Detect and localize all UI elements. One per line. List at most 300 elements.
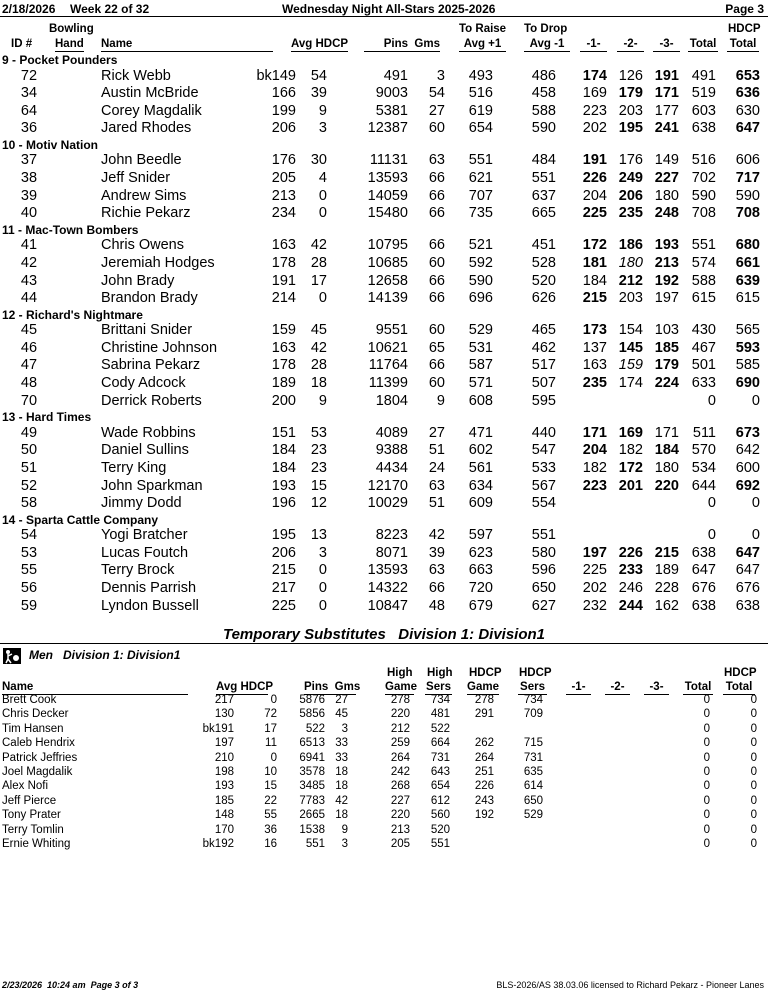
- player-g3: 103: [654, 322, 679, 339]
- player-hdcp: 3: [318, 544, 327, 561]
- player-hdcp: 4: [318, 170, 327, 186]
- player-total: 491: [691, 67, 716, 84]
- sub-hhs: 734: [523, 694, 543, 706]
- player-total: 676: [691, 580, 716, 596]
- player-ht: 0: [751, 495, 760, 512]
- player-name: Chris Owens: [101, 237, 184, 254]
- sub-hs: 731: [430, 751, 450, 764]
- player-raise: 679: [468, 597, 493, 614]
- sub-row: [0, 766, 768, 780]
- player-gms: 42: [428, 527, 445, 544]
- team-name: 12 - Richard's Nightmare: [2, 307, 143, 322]
- player-total: 511: [692, 424, 716, 441]
- player-row: [0, 237, 768, 255]
- player-pins: 10685: [367, 254, 408, 271]
- team-name: 9 - Pocket Pounders: [2, 53, 118, 67]
- col-name: Name: [101, 37, 273, 52]
- player-total: 0: [707, 527, 716, 544]
- sub-hhs: 614: [523, 780, 543, 793]
- player-avg: 191: [271, 272, 296, 289]
- player-raise: 621: [468, 170, 493, 186]
- player-total: 551: [691, 237, 716, 254]
- player-name: Jeremiah Hodges: [101, 254, 215, 271]
- sub-row: [0, 838, 768, 852]
- player-pins: 14322: [367, 580, 408, 596]
- player-g3: 171: [654, 85, 679, 102]
- player-ht: 708: [735, 205, 760, 222]
- player-g3: 171: [654, 424, 679, 441]
- report-week: Week 22 of 32: [70, 2, 150, 16]
- player-raise: 561: [468, 459, 493, 476]
- player-drop: 596: [531, 562, 556, 579]
- player-ht: 565: [735, 322, 760, 339]
- player-row: [0, 170, 768, 188]
- player-drop: 588: [531, 102, 556, 119]
- player-raise: 571: [468, 375, 493, 391]
- sub-name: Tony Prater: [2, 809, 61, 822]
- player-pins: 8223: [375, 527, 408, 544]
- player-pins: 9388: [375, 442, 408, 459]
- player-total: 0: [707, 392, 716, 409]
- player-drop: 440: [531, 424, 556, 441]
- sub-hg: 278: [390, 694, 410, 706]
- player-drop: 462: [531, 339, 556, 356]
- report-title: Wednesday Night All-Stars 2025-2026: [282, 2, 496, 16]
- sub-row: [0, 780, 768, 794]
- sub-hhs: 650: [523, 794, 543, 807]
- sub-hhg: 278: [474, 694, 494, 706]
- sub-gms: 42: [335, 794, 348, 807]
- sub-hs: 664: [430, 737, 450, 750]
- player-name: John Brady: [101, 272, 175, 289]
- sub-hs: 734: [430, 694, 450, 706]
- player-row: [0, 375, 768, 393]
- player-total: 0: [707, 495, 716, 512]
- player-pins: 4089: [375, 424, 408, 441]
- player-hdcp: 12: [310, 495, 327, 512]
- player-row: [0, 290, 768, 308]
- sub-hs: 522: [430, 722, 450, 735]
- player-name: Jeff Snider: [101, 170, 171, 186]
- sub-hdcp: 55: [264, 809, 277, 822]
- sub-gms: 18: [335, 780, 348, 793]
- sub-hs: 520: [430, 823, 450, 836]
- player-total: 603: [691, 102, 716, 119]
- player-name: Brittani Snider: [101, 322, 193, 339]
- player-drop: 637: [531, 187, 556, 204]
- player-ht: 661: [735, 254, 760, 271]
- player-ht: 647: [735, 544, 760, 561]
- player-drop: 547: [531, 442, 556, 459]
- player-ht: 647: [735, 120, 760, 137]
- player-name: Jared Rhodes: [101, 120, 192, 137]
- subs-col-game1: -1-: [566, 680, 591, 695]
- sub-avg: 193: [214, 780, 234, 793]
- subs-col-high-sers: Sers: [426, 681, 451, 693]
- player-id: 42: [20, 254, 38, 271]
- player-ht: 690: [735, 375, 760, 391]
- player-ht: 639: [735, 272, 760, 289]
- player-hdcp: 9: [318, 102, 327, 119]
- player-total: 615: [691, 290, 716, 307]
- sub-avg: 197: [214, 737, 234, 750]
- player-name: Sabrina Pekarz: [101, 357, 201, 374]
- sub-total: 0: [703, 780, 710, 793]
- player-g3: 227: [654, 170, 679, 186]
- player-avg: 215: [271, 562, 296, 579]
- footer-right: BLS-2026/AS 38.03.06 licensed to Richard Pekarz - Pioneer Lanes: [496, 980, 764, 990]
- sub-gms: 45: [335, 708, 348, 721]
- player-avg: 184: [271, 442, 296, 459]
- player-pins: 1804: [375, 392, 408, 409]
- player-g3: 193: [654, 237, 679, 254]
- player-id: 44: [20, 290, 38, 307]
- sub-hg: 268: [390, 780, 410, 793]
- player-avg: 205: [271, 170, 296, 186]
- sub-gms: 27: [335, 694, 348, 706]
- header-divider: [0, 16, 768, 17]
- sub-gms: 9: [341, 823, 348, 836]
- player-id: 40: [20, 205, 38, 222]
- team-name: 13 - Hard Times: [2, 410, 92, 425]
- sub-hg: 212: [390, 722, 410, 735]
- player-g2: 195: [618, 120, 643, 137]
- player-total: 633: [691, 375, 716, 391]
- player-id: 34: [20, 85, 38, 102]
- sub-ht: 0: [750, 751, 757, 764]
- player-pins: 14139: [367, 290, 408, 307]
- sub-hhg: 226: [474, 780, 494, 793]
- player-row: [0, 562, 768, 580]
- player-hdcp: 23: [310, 442, 327, 459]
- sub-hhg: 264: [474, 751, 494, 764]
- sub-pins: 551: [305, 838, 325, 850]
- player-row: [0, 460, 768, 478]
- player-hdcp: 0: [318, 187, 327, 204]
- player-id: 50: [20, 442, 38, 459]
- sub-hdcp: 36: [264, 823, 277, 836]
- sub-hhg: 243: [474, 794, 494, 807]
- subs-col-game2: -2-: [605, 680, 630, 695]
- player-avg: 213: [271, 187, 296, 204]
- player-g1: 163: [582, 357, 607, 374]
- player-raise: 587: [468, 357, 493, 374]
- sub-pins: 3485: [299, 780, 325, 793]
- player-pins: 9003: [375, 85, 408, 102]
- player-hdcp: 28: [310, 254, 327, 271]
- player-gms: 3: [436, 67, 445, 84]
- player-g1: 197: [582, 544, 607, 561]
- subs-col-high-game-top: High: [387, 667, 413, 679]
- player-g2: 179: [618, 85, 643, 102]
- player-row: [0, 425, 768, 443]
- subs-divider: [0, 643, 768, 644]
- player-id: 48: [20, 375, 38, 391]
- player-total: 574: [691, 254, 716, 271]
- subs-col-high-sers-top: High: [427, 667, 453, 679]
- player-g3: 220: [654, 477, 679, 494]
- player-hdcp: 0: [318, 597, 327, 614]
- subs-col-hdcp-sers-top: HDCP: [519, 667, 552, 679]
- player-pins: 10621: [367, 339, 408, 356]
- player-g3: 215: [654, 544, 679, 561]
- player-name: Daniel Sullins: [101, 442, 189, 459]
- player-id: 38: [20, 170, 38, 186]
- sub-total: 0: [703, 809, 710, 822]
- player-pins: 8071: [375, 544, 408, 561]
- player-g1: 173: [582, 322, 607, 339]
- player-name: Dennis Parrish: [101, 580, 197, 596]
- player-row: [0, 68, 768, 86]
- player-g1: 182: [582, 459, 607, 476]
- player-row: [0, 255, 768, 273]
- player-hdcp: 0: [318, 580, 327, 596]
- subs-col-game3: -3-: [644, 680, 669, 695]
- player-row: [0, 120, 768, 138]
- player-ht: 638: [735, 597, 760, 614]
- player-row: [0, 527, 768, 545]
- player-g2: 226: [618, 544, 643, 561]
- sub-hg: 242: [390, 766, 410, 778]
- sub-hdcp: 11: [265, 737, 277, 750]
- player-gms: 24: [428, 459, 445, 476]
- player-raise: 608: [468, 392, 493, 409]
- player-g1: 225: [582, 562, 607, 579]
- player-gms: 60: [428, 120, 445, 137]
- player-g2: 145: [618, 339, 643, 356]
- player-name: Derrick Roberts: [101, 392, 202, 409]
- player-avg: 178: [271, 357, 296, 374]
- sub-hhs: 635: [523, 766, 543, 778]
- player-pins: 12170: [367, 477, 408, 494]
- sub-hdcp: 15: [264, 780, 277, 793]
- player-gms: 9: [436, 392, 445, 409]
- player-gms: 48: [428, 597, 445, 614]
- player-gms: 27: [428, 424, 445, 441]
- sub-name: Chris Decker: [2, 708, 69, 721]
- sub-pins: 6513: [299, 737, 325, 750]
- col-avg-hdcp: Avg HDCP: [291, 38, 349, 50]
- player-pins: 11131: [369, 152, 408, 169]
- player-drop: 517: [531, 357, 556, 374]
- sub-hs: 654: [430, 780, 450, 793]
- player-g1: 204: [582, 187, 607, 204]
- sub-gms: 33: [335, 737, 348, 750]
- player-hdcp: 9: [318, 392, 327, 409]
- player-gms: 60: [428, 254, 445, 271]
- subs-col-pins-gms: Pins Gms: [304, 681, 361, 693]
- player-gms: 60: [428, 375, 445, 391]
- player-gms: 66: [428, 580, 445, 596]
- sub-pins: 7783: [299, 794, 325, 807]
- player-ht: 673: [735, 424, 760, 441]
- player-hdcp: 42: [310, 237, 327, 254]
- col-hdcp-total: Total: [727, 37, 759, 52]
- player-row: [0, 205, 768, 223]
- subs-col-hdcp-game-top: HDCP: [469, 667, 502, 679]
- sub-pins: 522: [305, 722, 325, 735]
- player-total: 638: [691, 120, 716, 137]
- player-hdcp: 53: [310, 424, 327, 441]
- player-ht: 692: [735, 477, 760, 494]
- sub-row: [0, 694, 768, 708]
- sub-hhg: 262: [474, 737, 494, 750]
- player-raise: 654: [468, 120, 493, 137]
- player-hdcp: 39: [310, 85, 327, 102]
- player-id: 70: [20, 392, 38, 409]
- player-hdcp: 0: [318, 205, 327, 222]
- sub-hhs: 529: [523, 809, 543, 822]
- player-g2: 235: [618, 205, 643, 222]
- player-drop: 484: [531, 152, 556, 169]
- player-row: [0, 273, 768, 291]
- player-name: Brandon Brady: [101, 290, 198, 307]
- player-g3: 228: [654, 580, 679, 596]
- subs-col-hdcp-game: Game: [467, 681, 499, 693]
- player-g1: 225: [582, 205, 607, 222]
- player-total: 647: [691, 562, 716, 579]
- player-drop: 507: [531, 375, 556, 391]
- player-avg: 225: [271, 597, 296, 614]
- col-pins-gms: Pins Gms: [364, 37, 440, 52]
- player-raise: 707: [468, 187, 493, 204]
- player-avg: 200: [271, 392, 296, 409]
- player-gms: 60: [428, 322, 445, 339]
- footer-left: 2/23/2026 10:24 am Page 3 of 3: [2, 980, 139, 990]
- player-raise: 619: [468, 102, 493, 119]
- player-drop: 533: [531, 459, 556, 476]
- player-drop: 665: [531, 205, 556, 222]
- player-id: 58: [20, 495, 38, 512]
- player-g3: 184: [654, 442, 679, 459]
- player-g1: 202: [582, 120, 607, 137]
- sub-total: 0: [703, 751, 710, 764]
- player-pins: 13593: [367, 562, 408, 579]
- player-g2: 249: [618, 170, 643, 186]
- sub-row: [0, 752, 768, 766]
- player-drop: 486: [531, 67, 556, 84]
- player-pins: 9551: [375, 322, 408, 339]
- player-gms: 66: [428, 170, 445, 186]
- sub-total: 0: [703, 794, 710, 807]
- player-avg: 195: [271, 527, 296, 544]
- sub-hg: 259: [390, 737, 410, 750]
- player-avg: 214: [271, 290, 296, 307]
- player-pins: 491: [383, 67, 408, 84]
- sub-name: Ernie Whiting: [2, 838, 71, 850]
- player-raise: 602: [468, 442, 493, 459]
- sub-ht: 0: [750, 838, 757, 850]
- player-raise: 521: [468, 237, 493, 254]
- player-ht: 653: [735, 67, 760, 84]
- player-ht: 0: [751, 527, 760, 544]
- player-g1: 202: [582, 580, 607, 596]
- player-gms: 66: [428, 237, 445, 254]
- player-g3: 179: [654, 357, 679, 374]
- player-avg: 217: [271, 580, 296, 596]
- player-id: 39: [20, 187, 38, 204]
- player-drop: 567: [531, 477, 556, 494]
- sub-row: [0, 723, 768, 737]
- player-g2: 203: [618, 290, 643, 307]
- sub-hs: 481: [430, 708, 450, 721]
- sub-hdcp: 17: [264, 722, 277, 735]
- player-name: Rick Webb: [101, 67, 171, 84]
- player-row: [0, 103, 768, 121]
- player-total: 702: [691, 170, 716, 186]
- player-g1: 184: [582, 272, 607, 289]
- sub-pins: 1538: [299, 823, 325, 836]
- player-total: 644: [691, 477, 716, 494]
- player-g2: 244: [618, 597, 643, 614]
- sub-total: 0: [703, 737, 710, 750]
- sub-row: [0, 708, 768, 722]
- player-total: 638: [691, 544, 716, 561]
- player-g2: 203: [618, 102, 643, 119]
- player-g2: 186: [618, 237, 643, 254]
- player-id: 41: [20, 237, 38, 254]
- sub-hg: 220: [390, 809, 410, 822]
- sub-gms: 18: [335, 766, 348, 778]
- player-raise: 609: [468, 495, 493, 512]
- sub-avg: 198: [214, 766, 234, 778]
- player-avg: 193: [271, 477, 296, 494]
- player-avg: 189: [271, 375, 296, 391]
- player-avg: 206: [271, 120, 296, 137]
- player-id: 45: [20, 322, 38, 339]
- player-pins: 4434: [375, 459, 408, 476]
- player-g1: 232: [582, 597, 607, 614]
- player-ht: 717: [735, 170, 760, 186]
- sub-hdcp: 16: [264, 838, 277, 850]
- sub-ht: 0: [750, 694, 757, 706]
- player-g2: 172: [618, 459, 643, 476]
- player-g3: 177: [654, 102, 679, 119]
- player-hdcp: 0: [318, 290, 327, 307]
- player-hdcp: 0: [318, 562, 327, 579]
- sub-hhs: 731: [523, 751, 543, 764]
- player-avg: 196: [271, 495, 296, 512]
- player-g3: 189: [654, 562, 679, 579]
- player-raise: 592: [468, 254, 493, 271]
- player-g3: 191: [654, 67, 679, 84]
- sub-total: 0: [703, 708, 710, 721]
- col-bowling: Bowling: [49, 23, 94, 35]
- sub-hg: 220: [390, 708, 410, 721]
- sub-total: 0: [703, 766, 710, 778]
- sub-avg: 217: [214, 694, 234, 706]
- sub-hg: 213: [390, 823, 410, 836]
- player-name: Austin McBride: [101, 85, 199, 102]
- player-name: Jimmy Dodd: [101, 495, 182, 512]
- sub-row: [0, 737, 768, 751]
- player-g2: 154: [618, 322, 643, 339]
- player-id: 49: [20, 424, 38, 441]
- sub-ht: 0: [750, 766, 757, 778]
- player-g2: 182: [618, 442, 643, 459]
- player-avg: 176: [271, 152, 296, 169]
- player-row: [0, 393, 768, 411]
- sub-ht: 0: [750, 809, 757, 822]
- player-g1: 171: [582, 424, 607, 441]
- player-drop: 551: [531, 170, 556, 186]
- player-raise: 551: [468, 152, 493, 169]
- sub-hs: 643: [430, 766, 450, 778]
- player-g2: 180: [618, 254, 643, 271]
- player-pins: 15480: [367, 205, 408, 222]
- sub-ht: 0: [750, 794, 757, 807]
- player-total: 519: [691, 85, 716, 102]
